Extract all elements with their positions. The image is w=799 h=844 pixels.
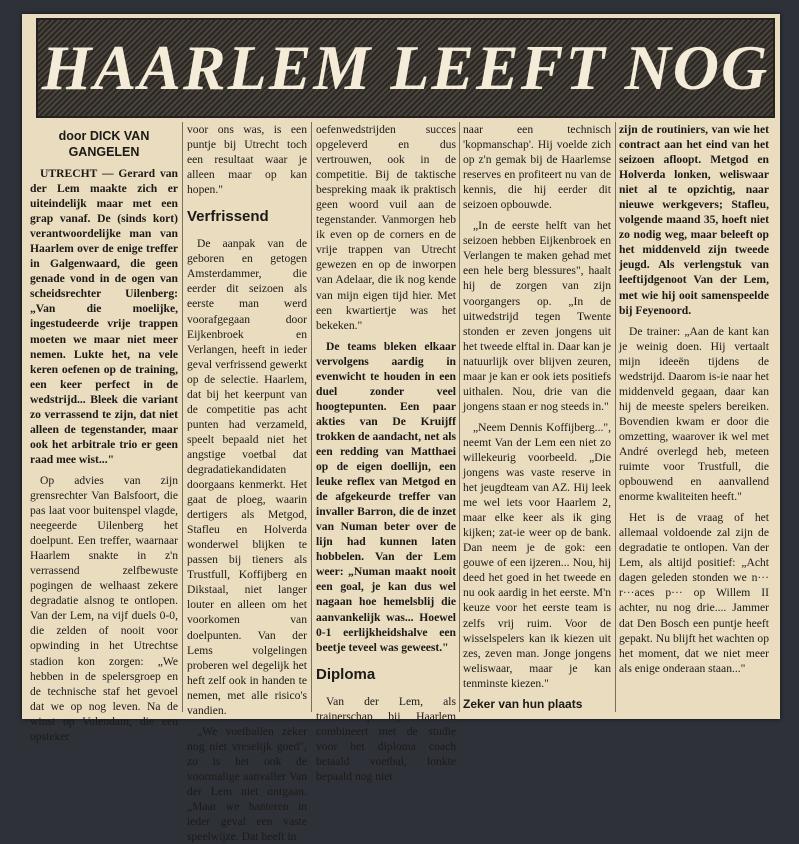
column-rule	[182, 122, 183, 712]
column-rule	[311, 122, 312, 712]
paragraph: voor ons was, is een puntje bij Utrecht toch een resultaat waar je alleen maar op kan hopen."	[187, 123, 307, 197]
paragraph: zijn de routiniers, van wie het contract aan het eind van het seizoen afloopt. Metgod en Holverda lonken, weliswaar niet al te opzichtig, naar nieuwe werkgevers; Stafleu, volgende maand 35, hoeft niet zo nodig weg, maar beleeft op het middenveld zijn tweede jeugd. Als verlengstuk van leeftijdgenoot Van der Lem, met wie hij ooit samenspeelde bij Feyenoord.	[619, 123, 769, 317]
article-column-2	[187, 122, 307, 844]
paragraph: „In de eerste helft van het seizoen hebben Eijkenbroek en Verlangen te maken gehad met een hele berg blessures", haalt hij de zorgen van zijn voorgangers op. „In de uitwedstrijd tegen Twente stonden er zeven jongens uit het tweede elftal in. Daar kan je natuurlijk over blijven zeuren, maar je kan er ook iets positiefs uithalen. Nou, drie van die jongens staan er nog steeds in."	[463, 219, 611, 413]
subheading: Diploma	[316, 665, 376, 683]
dateline: UTRECHT	[40, 167, 98, 180]
lead-text: — Gerard van der Lem maakte zich er uiteindelijk maar met een grap vanaf. De (sinds kort) verantwoordelijke man van Haarlem over de enige treffer in Galgenwaard, die geen genade vond in de ogen van scheidsrechter Uilenberg: „Van die moelijke, ingestudeerde vrije trappen moeten we maar niet meer nemen. Lukte het, na vele keren oefenen op de training, een keer perfect in de wedstrijd... Bleek die variant zo verrassend te zijn, dat niet alleen de tegenstander, maar ook het arbitrale trio er geen raad mee wist..."	[30, 167, 178, 466]
paragraph: naar een technisch 'kopmanschap'. Hij voelde zich op z'n gemak bij de Haarlemse reserves en profiteert nu van de kennis, die hij eerder dit seizoen opbouwde.	[463, 123, 611, 212]
article-column-3	[316, 122, 456, 784]
headline: HAARLEM LEEFT NOG	[41, 32, 770, 103]
paragraph: De teams bleken elkaar vervolgens aardig in evenwicht te houden in een duel zonder veel hoogtepunten. Een paar akties van De Kruijff trokken de aandacht, net als een redding van Matthaei op de eigen doellijn, een leuke reflex van Metgod en de afgekeurde treffer van invaller Barron, die de inzet van Numan beter over de lijn had kunnen laten hobbelen. Van der Lem weer: „Numan maakt nooit een goal, je kan dus wel nagaan hoe hemelsblij die aanvankelijk was... Hoewel 0-1 eerlijkheidshalve een beetje teveel was geweest."	[316, 339, 456, 654]
paragraph: Het is de vraag of het allemaal voldoende zal zijn de degradatie te ontlopen. Van der Lem, als altijd positief: „Acht dagen geleden stonden we n··· r···aces p··· op Willem II achter, nu nog drie.... Jammer dat Den Bosch een puntje heeft gepakt. Nu blijft het wachten op het moment, dat we niet meer als enige onderaan staan..."	[619, 511, 769, 675]
paragraph: De trainer: „Aan de kant kan je weinig doen. Hij vertaalt mijn ideeën tijdens de wedstrijd. Daarom is-ie naar het middenveld gegaan, daar kan hij de meeste spelers bereiken. Bovendien kwam er door die omzetting, waarover ik wel met André overlegd heb, meteen ruimte voor Trustfull, die opbouwend en aanvallend enorme kwaliteiten heeft."	[619, 324, 769, 504]
subheading: Verfrissend	[187, 208, 269, 226]
paragraph: „We voetballen zeker nog niet vreselijk goed", zo is het ook de voormalige aanvaller Van der Lem niet ontgaan. „Maar we hanteren in ieder geval een vaste speelwijze. Dat heeft in	[187, 724, 307, 844]
newspaper-clipping	[22, 14, 780, 844]
column-rule	[615, 122, 616, 712]
article-column-5	[619, 122, 769, 676]
paragraph: Op advies van zijn grensrechter Van Balsfoort, die pas laat voor buitenspel vlagde, neegeerde Uilenberg het doelpunt. Een treffer, waarnaar Haarlem snakte in z'n verrassend zelfbewuste pogingen de welhaast zekere degradatie alsnog te ontlopen. Van der Lem, na vijf duels 0-0, die zelden of nooit voor opwinding in het Utrechtse stadion kon zorgen: „We hebben in de spelersgroep en de technische staf het gevoel dat we op nog leven. Na de winst op Volendam, die een opsteker	[30, 473, 178, 743]
paragraph: oefenwedstrijden succes opgeleverd en dus vertrouwen, ook in de competitie. Bij de taktische bespreking maak ik praktisch geen woord vuil aan de tegenstander. Vanmorgen heb ik even op de corners en de vrije trappen van Utrecht gewezen en op de inworpen van Adelaar, die ik nog kende van mijn eigen tijd hier. Met een kwartiertje was het bekeken."	[316, 123, 456, 332]
subheading: Zeker van hun plaats	[463, 696, 583, 711]
paragraph: „Neem Dennis Koffijberg...", neemt Van der Lem een niet zo willekeurig voorbeeld. „Die jongens was vaste reserve in het jeugdteam van AZ. Hij leek me wel iets voor Haarlem 2, maar elke keer als ik ging kijken; zat-ie weer op de bank. Dan neem je de gok: een gouwe of een ijzeren... Nou, hij deed het goed in het tweede en nu ook aardig in het eerste. M'n keuze voor het eerste team is zelfs vrij ruim. Voor de wisselspelers kan ik kiezen uit zes, zeven man. Jonge jongens weliswaar, maar je kan tenminste kiezen."	[463, 420, 611, 690]
byline: door DICK VAN GANGELEN	[58, 129, 150, 159]
paragraph: De aanpak van de geboren en getogen Amsterdammer, die eerder dit seizoen als eerste man werd voorafgegaan door Eijkenbroek en Verlangen, heeft in ieder geval verfrissend gewerkt op de selectie. Haarlem, dat bij het keerpunt van de competitie pas acht punten had verzameld, speelt bepaald niet het angstige voetbal dat degradatiekandidaten doorgaans kenmerkt. Het gaat de ploeg, waarin dertigers als Metgod, Stafleu en Holverda wonderwel blijken te passen bij tieners als Trustfull, Koffijberg en Dikstaal, niet langer louter en alleen om het voorkomen van doelpunten. Van der Lems volgelingen proberen wel degelijk het heft zelf ook in handen te nemen, met alle risico's vandien.	[187, 237, 307, 717]
lead-paragraph	[30, 166, 178, 467]
article-column-1	[30, 122, 178, 744]
headline-banner	[36, 18, 775, 118]
paragraph: Van der Lem, als trainerschap bij Haarlem combineert met de studie voor het diploma coach betaald voetbal, lonkte bepaald nog niet	[316, 694, 456, 783]
column-rule	[459, 122, 460, 712]
article-column-4	[463, 122, 611, 712]
